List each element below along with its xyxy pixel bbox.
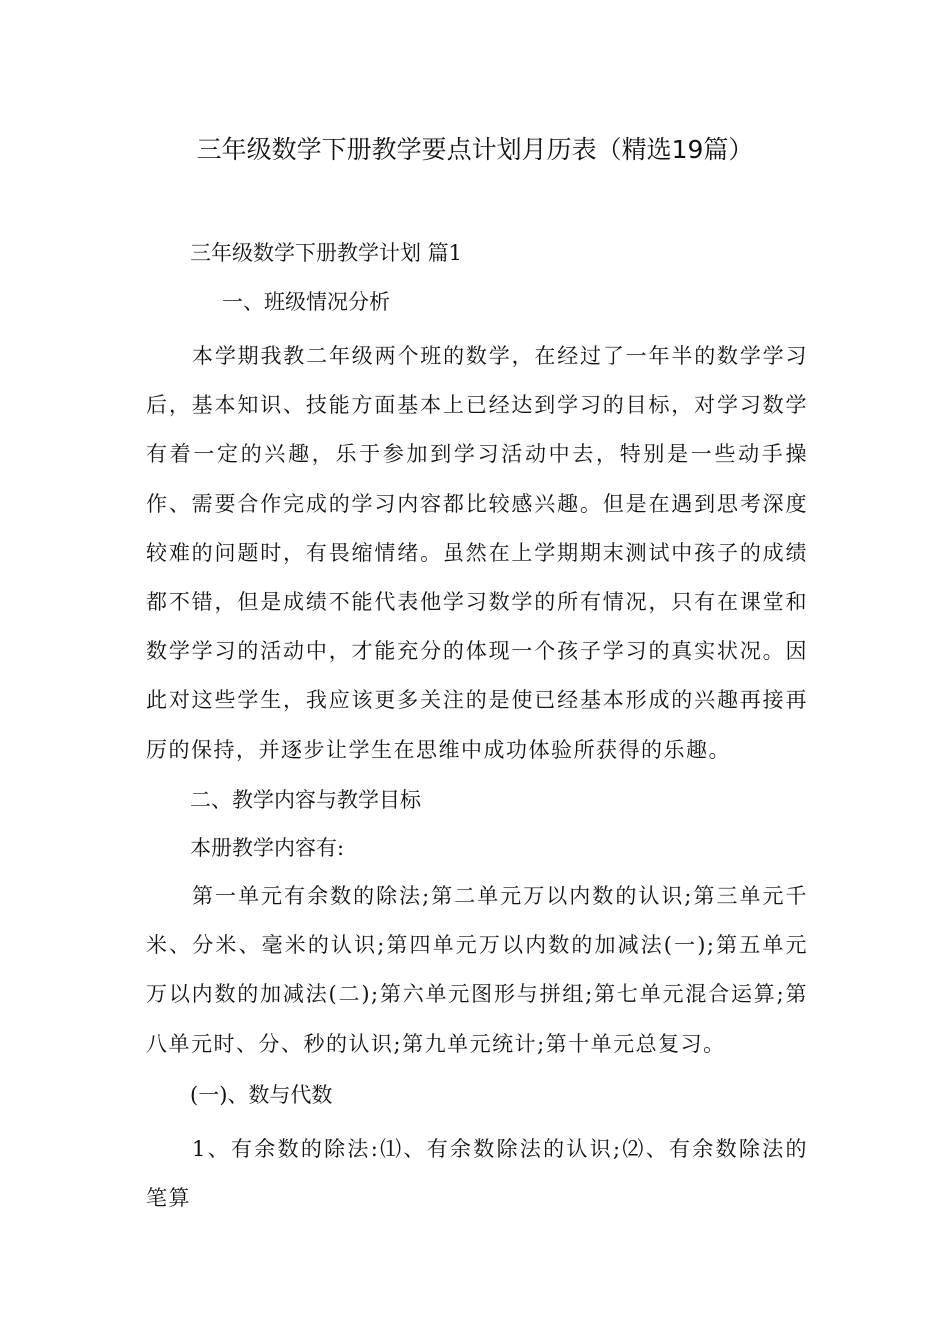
item-division-with-remainder: 1、有余数的除法:⑴、有余数除法的认识;⑵、有余数除法的笔算	[146, 1137, 808, 1211]
document-title: 三年级数学下册教学要点计划月历表（精选19篇）	[196, 135, 754, 164]
class-analysis-paragraph: 本学期我教二年级两个班的数学，在经过了一年半的数学学习后，基本知识、技能方面基本上已经达到学习的目标，对学习数学有着一定的兴趣，乐于参加到学习活动中去，特别是一些动手操作、需要合作完成的学习内容都比较感兴趣。但是在遇到思考深度较难的问题时，有畏缩情绪。虽然在上学期期末测试中孩子的成绩都不错，但是成绩不能代表他学习数学的所有情况，只有在课堂和数学学习的活动中，才能充分的体现一个孩子学习的真实状况。因此对这些学生，我应该更多关注的是使已经基本形成的兴趣再接再厉的保持，并逐步让学生在思维中成功体验所获得的乐趣。	[146, 344, 808, 762]
section-title-class-analysis: 一、班级情况分析	[222, 290, 390, 314]
subsection-title-numbers-algebra: (一)、数与代数	[190, 1083, 333, 1107]
section-title-content-goals: 二、教学内容与教学目标	[190, 788, 421, 812]
units-paragraph: 第一单元有余数的除法;第二单元万以内数的认识;第三单元千米、分米、毫米的认识;第四单元万以内数的加减法(一);第五单元万以内数的加减法(二);第六单元图形与拼组;第七单元混合运算;第八单元时、分、秒的认识;第九单元统计;第十单元总复习。	[146, 884, 808, 1056]
plan-heading: 三年级数学下册教学计划 篇1	[190, 241, 463, 265]
content-label: 本册教学内容有:	[190, 836, 345, 860]
